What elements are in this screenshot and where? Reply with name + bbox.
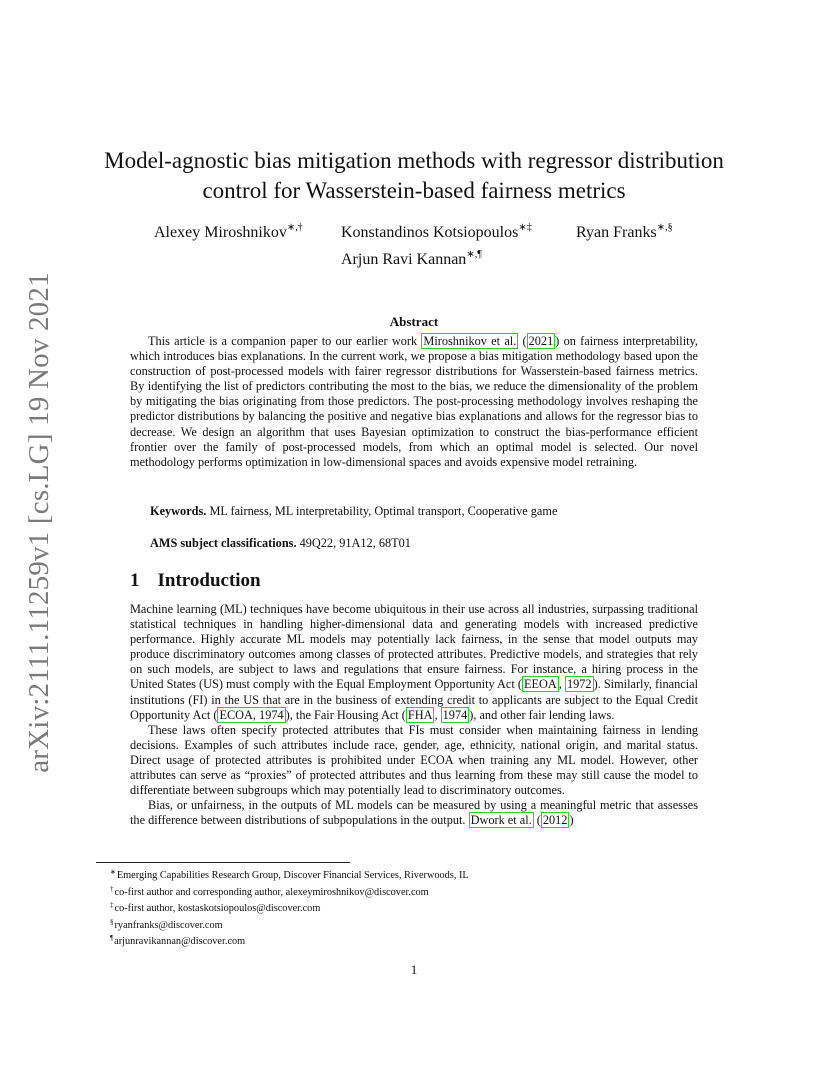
- citation-link[interactable]: 2021: [528, 334, 554, 348]
- author-kotsiopoulos: Konstandinos Kotsiopoulos∗‡: [341, 222, 532, 241]
- footnote: §ryanfranks@discover.com: [110, 917, 223, 931]
- citation-link[interactable]: FHA: [407, 707, 433, 722]
- abstract-text: This article is a companion paper to our earlier work Miroshnikov et al. ( 2021 ) on fairness interpretability, which introduces bias explanations. In the current work, we propose a bias mitigation methodology based upon the construction of post-processed models with fairer regressor distributions for Wasserstein-based fairness metrics. By identifying the list of predictors contributing the most to the bias, we reduce the dimensionality of the problem by mitigating the bias originating from those predictors. The post-processing methodology involves reshaping the predictor distributions by balancing the positive and negative bias explanations and allows for the regressor bias to decrease. We design an algorithm that uses Bayesian optimization to construct the bias-performance efficient frontier over the family of post-processed models, from which an optimal model is selected. Our novel methodology performs optimization in low-dimensional spaces and avoids expensive model retraining.: [130, 334, 698, 469]
- page-number: 1: [410, 962, 418, 977]
- arxiv-identifier: arXiv:2111.11259v1 [cs.LG] 19 Nov 2021: [22, 272, 55, 773]
- paragraph: Bias, or unfairness, in the outputs of ML models can be measured by using a meaningful metric that assesses the difference between distributions of subpopulations in the output. Dwork et al. ( 2012 ): [130, 798, 698, 828]
- author-kannan: Arjun Ravi Kannan∗,¶: [341, 249, 482, 268]
- footnote-rule: [96, 862, 350, 863]
- citation-link[interactable]: EEOA: [524, 677, 557, 692]
- citation-link[interactable]: 1974: [442, 707, 468, 722]
- citation-link[interactable]: Miroshnikov et al.: [423, 334, 517, 348]
- ams-classifications: AMS subject classifications. 49Q22, 91A12, 68T01: [150, 536, 411, 550]
- abstract-heading: Abstract: [389, 314, 439, 329]
- paragraph: These laws often specify protected attributes that FIs must consider when maintaining fairness in lending decisions. Examples of such attributes include race, gender, age, ethnicity, national origin, and marital status. Direct usage of protected attributes is prohibited under ECOA when training any ML model. However, other attributes can serve as “proxies” of protected attributes and thus learning from these may still cause the model to differentiate between subgroups which may potentially lead to discriminatory outcomes.: [130, 722, 698, 798]
- author-franks: Ryan Franks∗,§: [576, 222, 673, 241]
- paragraph: Machine learning (ML) techniques have become ubiquitous in their use across all industries, surpassing traditional statistical techniques in handling higher-dimensional data and generating models with increased predictive performance. Highly accurate ML models may potentially lack fairness, in the sense that model outputs may produce discriminatory outcomes among classes of protected attributes. Predictive models, and strategies that rely on such models, are subject to laws and regulations that ensure fairness. For instance, a hiring process in the United States (US) must comply with the Equal Employment Opportunity Act ( EEOA , 1972 ). Similarly, financial institutions (FI) in the US that are in the business of extending credit to applicants are subject to the Equal Credit Opportunity Act ( ECOA, 1974 ), the Fair Housing Act ( FHA , 1974 ), and other fair lending laws.: [130, 602, 698, 722]
- footnote: ‡co-first author, kostaskotsiopoulos@discover.com: [110, 901, 321, 914]
- citation-link[interactable]: 2012: [542, 813, 568, 828]
- paper-title: Model-agnostic bias mitigation methods with regressor distribution control for Wasserstein-based fairness metrics: [104, 148, 724, 203]
- citation-link[interactable]: ECOA, 1974: [219, 707, 284, 722]
- citation-link[interactable]: 1972: [566, 677, 592, 692]
- author-miroshnikov: Alexey Miroshnikov∗,†: [154, 222, 303, 241]
- section-heading: 1 Introduction: [130, 570, 261, 591]
- keywords: Keywords. ML fairness, ML interpretability, Optimal transport, Cooperative game: [150, 504, 558, 518]
- footnotes: [110, 866, 710, 949]
- introduction-body: [130, 602, 698, 828]
- footnote: ∗Emerging Capabilities Research Group, Discover Financial Services, Riverwoods, IL: [110, 868, 469, 881]
- footnote: †co-first author and corresponding author, alexeymiroshnikov@discover.com: [110, 884, 429, 898]
- citation-link[interactable]: Dwork et al.: [470, 813, 532, 828]
- footnote: ¶arjunravikannan@discover.com: [110, 934, 246, 947]
